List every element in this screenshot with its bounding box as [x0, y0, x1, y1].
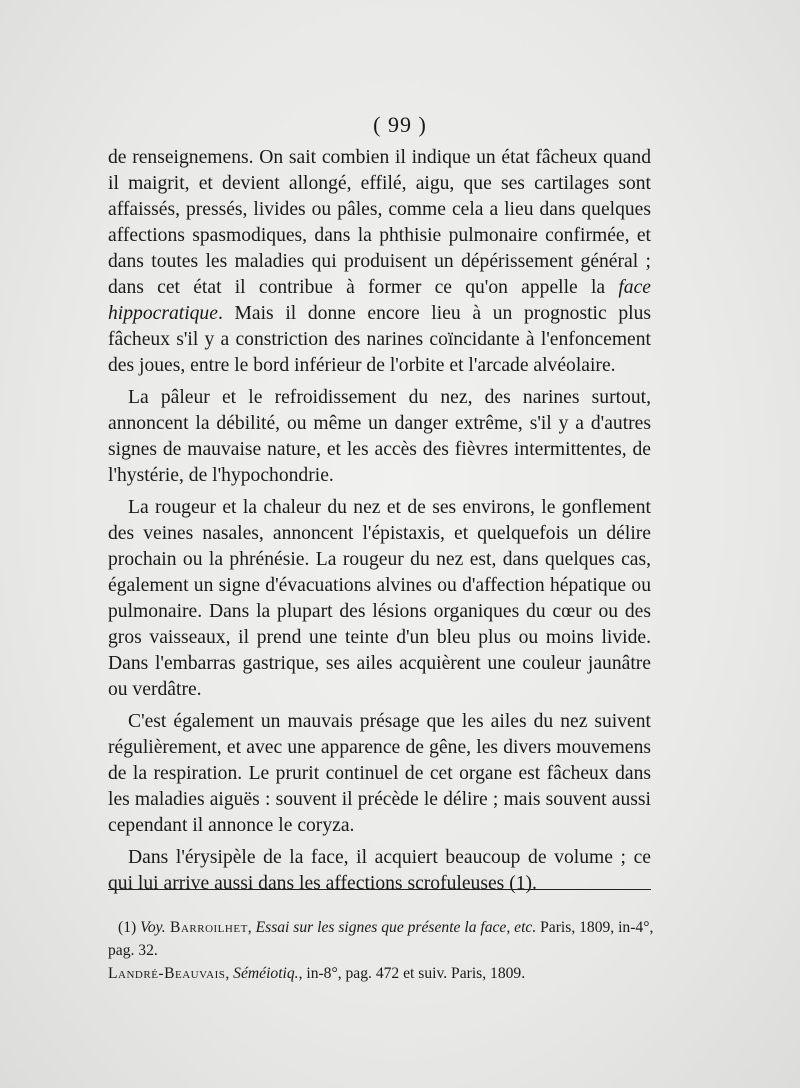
body-text — [108, 145, 651, 897]
footnote-details: Paris, 1809, in-4°, pag. 32. — [108, 919, 654, 959]
italic-term: face hippocratique — [108, 277, 651, 324]
footnote-sep: , — [225, 965, 234, 982]
paragraph-3 — [108, 495, 651, 703]
text-run: . Mais il donne encore lieu à un prognostic plus fâcheux s'il y a constriction des narines coïncidante à l'enfoncement des joues, entre le bord inférieur de l'orbite et l'arcade alvéolaire. — [108, 303, 651, 376]
paragraph-4 — [108, 709, 651, 839]
footnote-details: , in-8°, pag. 472 et suiv. Paris, 1809. — [298, 965, 526, 982]
footnote-title: Séméiotiq. — [233, 965, 299, 982]
footnote-author: Landré-Beauvais — [108, 965, 226, 982]
page-number: ( 99 ) — [373, 112, 427, 137]
footnote-rule — [108, 889, 651, 890]
paragraph-2 — [108, 385, 651, 489]
text-run: Dans l'érysipèle de la face, il acquiert beaucoup de volume ; ce qui lui arrive aussi dans les affections scrofuleuses (1). — [108, 847, 651, 894]
text-run: La pâleur et le refroidissement du nez, des narines surtout, annoncent la débilité, ou même un danger extrême, s'il y a d'autres signes de mauvaise nature, et les accès des fièvres intermittentes, de l'hystérie, de l'hypochondrie. — [108, 387, 651, 486]
text-run: de renseignemens. On sait combien il indique un état fâcheux quand il maigrit, et devient allongé, effilé, aigu, que ses cartilages sont affaissés, pressés, livides ou pâles, comme cela a lieu dans quelques affections spasmodiques, dans la phthisie pulmonaire confirmée, et dans toutes les maladies qui produisent un dépérissement général ; dans cet état il contribue à former ce qu'on appelle la — [108, 147, 651, 298]
footnote-1 — [108, 916, 664, 962]
footnote-voy: Voy. — [140, 919, 166, 936]
text-run: La rougeur et la chaleur du nez et de ses environs, le gonflement des veines nasales, annoncent l'épistaxis, et quelquefois un délire prochain ou la phrénésie. La rougeur du nez est, dans quelques cas, également un signe d'évacuations alvines ou d'affection hépatique ou pulmonaire. Dans la plupart des lésions organiques du cœur ou des gros vaisseaux, il prend une teinte d'un bleu plus ou moins livide. Dans l'embarras gastrique, ses ailes acquièrent une couleur jaunâtre ou verdâtre. — [108, 497, 651, 700]
footnote-2 — [108, 962, 664, 985]
footnote-author: Barroilhet — [165, 919, 248, 936]
footnote-title: Essai sur les signes que présente la face, etc. — [255, 919, 537, 936]
paragraph-1 — [108, 145, 651, 379]
footnote-marker: (1) — [118, 919, 141, 936]
footnotes — [108, 916, 664, 985]
footnote-sep: , — [247, 919, 256, 936]
text-run: C'est également un mauvais présage que les ailes du nez suivent régulièrement, et avec une apparence de gêne, les divers mouvemens de la respiration. Le prurit continuel de cet organe est fâcheux dans les maladies aiguës : souvent il précède le délire ; mais souvent aussi cependant il annonce le coryza. — [108, 711, 651, 836]
